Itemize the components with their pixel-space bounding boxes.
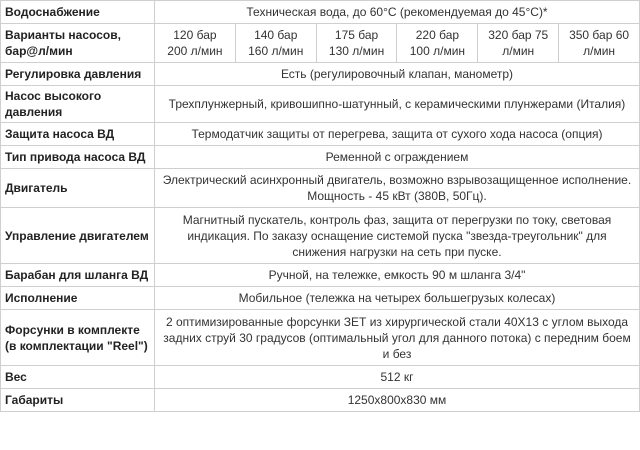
row-value: 2 оптимизированные форсунки ЗЕТ из хирургической стали 40Х13 с углом выхода задних струй 30 градусов (оптимальный угол для данного потока) с передним боем и без [155, 310, 640, 366]
pump-option [155, 24, 236, 63]
row-value: Есть (регулировочный клапан, манометр) [155, 63, 640, 86]
row-label: Исполнение [1, 287, 155, 310]
table-row [1, 310, 640, 366]
pump-flow: 200 л/мин [167, 44, 223, 58]
row-label: Форсунки в комплекте (в комплектации "Reel") [1, 310, 155, 366]
row-label: Водоснабжение [1, 1, 155, 24]
pump-option [397, 24, 478, 63]
row-value: Ручной, на тележке, емкость 90 м шланга 3/4" [155, 264, 640, 287]
row-value: Ременной с ограждением [155, 146, 640, 169]
table-row [1, 208, 640, 264]
row-label: Управление двигателем [1, 208, 155, 264]
row-label: Регулировка давления [1, 63, 155, 86]
pump-flow: л/мин [502, 44, 535, 58]
row-value: Техническая вода, до 60°С (рекомендуемая до 45°С)* [155, 1, 640, 24]
pump-pressure: 350 бар 60 [569, 28, 630, 42]
row-label: Габариты [1, 389, 155, 412]
table-row [1, 287, 640, 310]
table-row [1, 146, 640, 169]
pump-pressure: 120 бар [173, 28, 217, 42]
table-row [1, 86, 640, 123]
row-label: Защита насоса ВД [1, 123, 155, 146]
pump-option [316, 24, 397, 63]
table-row [1, 264, 640, 287]
pump-pressure: 220 бар [415, 28, 460, 42]
pump-flow: 130 л/мин [328, 44, 385, 58]
row-label: Двигатель [1, 169, 155, 208]
pump-option [478, 24, 559, 63]
row-value: Термодатчик защиты от перегрева, защита от сухого хода насоса (опция) [155, 123, 640, 146]
row-value: 1250х800х830 мм [155, 389, 640, 412]
row-label: Насос высокого давления [1, 86, 155, 123]
row-value: Мобильное (тележка на четырех большегрузых колесах) [155, 287, 640, 310]
row-value: Трехплунжерный, кривошипно-шатунный, с керамическими плунжерами (Италия) [155, 86, 640, 123]
pump-pressure: 140 бар [254, 28, 298, 42]
table-row [1, 1, 640, 24]
table-row [1, 24, 640, 63]
pump-flow: 160 л/мин [248, 44, 304, 58]
pump-flow: л/мин [583, 44, 616, 58]
row-value: Магнитный пускатель, контроль фаз, защита от перегрузки по току, световая индикация. По заказу оснащение системой пуска "звезда-треугольник" для снижения нагрузки на сеть при пуске. [155, 208, 640, 264]
pump-option [559, 24, 640, 63]
table-row [1, 366, 640, 389]
table-row [1, 169, 640, 208]
row-label: Тип привода насоса ВД [1, 146, 155, 169]
row-value: 512 кг [155, 366, 640, 389]
pump-pressure: 175 бар [334, 28, 379, 42]
table-row [1, 123, 640, 146]
row-label: Вес [1, 366, 155, 389]
table-row [1, 63, 640, 86]
pump-option [235, 24, 316, 63]
row-value: Электрический асинхронный двигатель, возможно взрывозащищенное исполнение. Мощность - 45 кВт (380В, 50Гц). [155, 169, 640, 208]
row-label: Варианты насосов, бар@л/мин [1, 24, 155, 63]
pump-flow: 100 л/мин [409, 44, 466, 58]
table-row [1, 389, 640, 412]
pump-pressure: 320 бар 75 [488, 28, 549, 42]
row-label: Барабан для шланга ВД [1, 264, 155, 287]
